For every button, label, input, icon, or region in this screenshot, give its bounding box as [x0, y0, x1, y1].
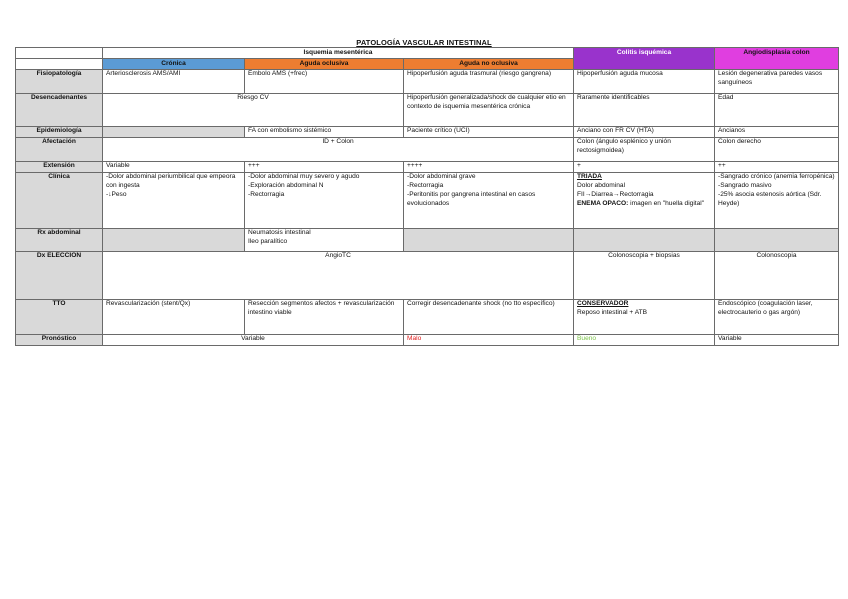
clin-no-oclusiva-line-2: -Rectorragia [407, 182, 444, 190]
clin-no-oclusiva-line-1: -Dolor abdominal grave [407, 173, 476, 181]
cell-rx-no-oclusiva-empty [404, 228, 574, 251]
cell-rx-angio-empty [715, 228, 839, 251]
cell-epi-cronica-empty [103, 126, 245, 137]
row-desencadenantes [16, 93, 839, 126]
clin-colitis-line-2: FII→Diarrea→Rectorragia [577, 190, 654, 198]
row-extension [16, 161, 839, 172]
cell-tto-oclusiva: Resección segmentos afectos + revascularización intestino viable [245, 299, 404, 334]
cell-desenc-cronica-oclusiva: Riesgo CV [103, 93, 404, 126]
cell-ext-oclusiva: +++ [245, 161, 404, 172]
header-row-group [16, 48, 839, 59]
header-isquemia-mesenterica: Isquemia mesentérica [103, 48, 574, 59]
clin-oclusiva-line-1: -Dolor abdominal muy severo y agudo [248, 173, 360, 181]
tto-colitis-conservador: CONSERVADOR [577, 300, 629, 308]
cell-clin-oclusiva [245, 172, 404, 228]
cell-pron-no-oclusiva: Malo [404, 334, 574, 345]
cell-desenc-no-oclusiva: Hipoperfusión generalizada/shock de cualquier etio en contexto de isquemia mesentérica crónica [404, 93, 574, 126]
row-fisiopatologia [16, 69, 839, 93]
cell-epi-oclusiva: FA con embolismo sistémico [245, 126, 404, 137]
row-label-tto: TTO [16, 299, 103, 334]
cell-fisio-angio: Lesión degenerativa paredes vasos sanguíneos [715, 69, 839, 93]
row-label-epidemiologia: Epidemiología [16, 126, 103, 137]
page-title: PATOLOGÍA VASCULAR INTESTINAL [356, 38, 492, 47]
cell-afect-angio: Colon derecho [715, 137, 839, 161]
cell-clin-cronica [103, 172, 245, 228]
rx-oclusiva-line-2: Ileo paralítico [248, 238, 288, 246]
header-angiodisplasia-colon: Angiodisplasia colon [715, 48, 839, 70]
cell-fisio-colitis: Hipoperfusión aguda mucosa [574, 69, 715, 93]
cell-afect-isquemia: ID + Colon [103, 137, 574, 161]
row-rx-abdominal [16, 228, 839, 251]
corner-cell-2 [16, 59, 103, 70]
cell-ext-colitis: + [574, 161, 715, 172]
header-colitis-isquemica: Colitis isquémica [574, 48, 715, 70]
cell-ext-cronica: Variable [103, 161, 245, 172]
cell-dx-angio: Colonoscopia [715, 251, 839, 299]
row-pronostico [16, 334, 839, 345]
cell-ext-no-oclusiva: ++++ [404, 161, 574, 172]
cell-pron-angio: Variable [715, 334, 839, 345]
clin-colitis-enema-label: ENEMA OPACO: [577, 199, 629, 207]
cell-tto-colitis [574, 299, 715, 334]
clin-angio-line-1: -Sangrado crónico (anemia ferropénica) [718, 173, 835, 181]
cell-desenc-colitis: Raramente identificables [574, 93, 715, 126]
tto-colitis-text: Reposo intestinal + ATB [577, 309, 648, 317]
clin-colitis-enema-text: imagen en "huella digital" [628, 199, 705, 207]
clin-oclusiva-line-2: -Exploración abdominal N [248, 182, 324, 190]
cell-ext-angio: ++ [715, 161, 839, 172]
row-label-desencadenantes: Desencadenantes [16, 93, 103, 126]
cell-tto-no-oclusiva: Corregir desencadenante shock (no tto específico) [404, 299, 574, 334]
cell-dx-colitis: Colonoscopia + biopsias [574, 251, 715, 299]
row-label-afectacion: Afectación [16, 137, 103, 161]
clin-no-oclusiva-line-3: -Peritonitis por gangrena intestinal en casos evolucionados [407, 190, 536, 207]
row-epidemiologia [16, 126, 839, 137]
cell-tto-angio: Endoscópico (coagulación laser, electrocauterio o gas argón) [715, 299, 839, 334]
header-aguda-oclusiva: Aguda oclusiva [245, 59, 404, 70]
cell-dx-isquemia: AngioTC [103, 251, 574, 299]
clin-cronica-line-1: -Dolor abdominal periumbilical que empeora con ingesta [106, 173, 236, 190]
row-dx-eleccion [16, 251, 839, 299]
cell-rx-oclusiva [245, 228, 404, 251]
cell-clin-angio [715, 172, 839, 228]
cell-pron-colitis: Bueno [574, 334, 715, 345]
row-afectacion [16, 137, 839, 161]
cell-epi-colitis: Anciano con FR CV (HTA) [574, 126, 715, 137]
corner-cell [16, 48, 103, 59]
cell-fisio-no-oclusiva: Hipoperfusión aguda trasmural (riesgo gangrena) [404, 69, 574, 93]
vascular-pathology-table [15, 47, 839, 346]
row-clinica [16, 172, 839, 228]
row-tto [16, 299, 839, 334]
clin-angio-line-2: -Sangrado masivo [718, 182, 772, 190]
cell-epi-no-oclusiva: Paciente crítico (UCI) [404, 126, 574, 137]
row-label-fisiopatologia: Fisiopatología [16, 69, 103, 93]
clin-colitis-line-1: Dolor abdominal [577, 182, 626, 190]
cell-epi-angio: Ancianos [715, 126, 839, 137]
cell-clin-no-oclusiva [404, 172, 574, 228]
cell-desenc-angio: Edad [715, 93, 839, 126]
clin-colitis-enema [577, 200, 711, 209]
row-label-dx: Dx ELECCIÓN [16, 251, 103, 299]
row-label-extension: Extensión [16, 161, 103, 172]
cell-fisio-cronica: Arteriosclerosis AMS/AMI [103, 69, 245, 93]
row-label-pronostico: Pronóstico [16, 334, 103, 345]
header-cronica: Crónica [103, 59, 245, 70]
cell-clin-colitis [574, 172, 715, 228]
cell-fisio-oclusiva: Émbolo AMS (+frec) [245, 69, 404, 93]
cell-afect-colitis: Colon (ángulo esplénico y unión rectosigmoidea) [574, 137, 715, 161]
clin-angio-line-3: -25% asocia estenosis aórtica (Sdr. Heyde) [718, 190, 822, 207]
clin-cronica-line-2: -↓Peso [106, 190, 127, 198]
clin-oclusiva-line-3: -Rectorragia [248, 190, 285, 198]
cell-pron-cronica-oclusiva: Variable [103, 334, 404, 345]
cell-rx-cronica-empty [103, 228, 245, 251]
clin-colitis-triada: TRIADA [577, 173, 602, 181]
row-label-rx: Rx abdominal [16, 228, 103, 251]
cell-rx-colitis-empty [574, 228, 715, 251]
row-label-clinica: Clínica [16, 172, 103, 228]
header-aguda-no-oclusiva: Aguda no oclusiva [404, 59, 574, 70]
rx-oclusiva-line-1: Neumatosis intestinal [248, 229, 311, 237]
cell-tto-cronica: Revascularización (stent/Qx) [103, 299, 245, 334]
